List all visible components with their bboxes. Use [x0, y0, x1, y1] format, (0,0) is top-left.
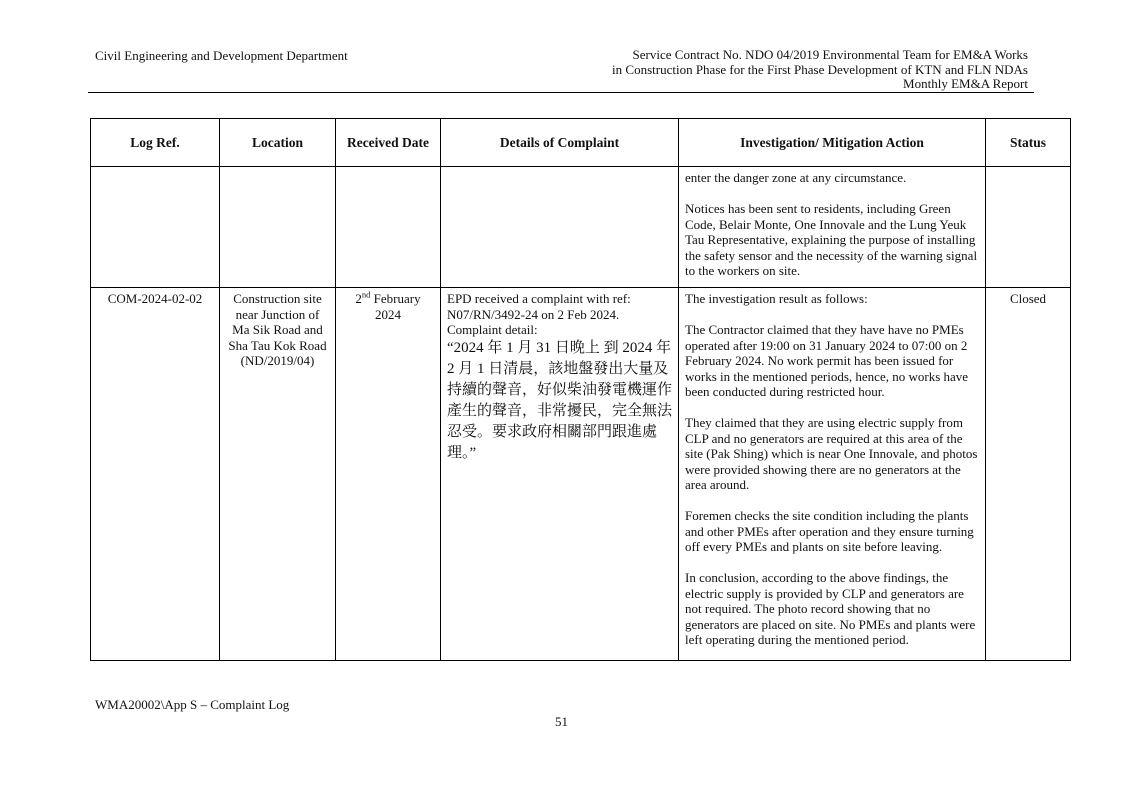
investigation-paragraph: Foremen checks the site condition including the plants and other PMEs after operation and they ensure turning off every PMEs and plants on site before leaving.	[685, 508, 974, 554]
col-header-status: Status	[986, 119, 1071, 167]
col-header-investigation: Investigation/ Mitigation Action	[679, 119, 986, 167]
construction-phase-line: in Construction Phase for the First Phase Development of KTN and FLN NDAs	[612, 61, 1028, 77]
log-ref-cell	[91, 167, 220, 288]
received-date-cell	[336, 167, 441, 288]
investigation-paragraph: The Contractor claimed that they have have no PMEs operated after 19:00 on 31 January 2024 to 07:00 on 2 February 2024. No work permit has been issued for works in the mentioned periods, hence, no works have been conducted during restricted hour.	[685, 322, 969, 399]
page-number: 51	[555, 714, 568, 729]
investigation-paragraph: The investigation result as follows:	[685, 291, 868, 306]
investigation-paragraph: In conclusion, according to the above findings, the electric supply is provided by CLP and generators are not required. The photo record showing that no generators are placed on site. No PMEs and plants were left operating during the mentioned period.	[685, 570, 976, 647]
investigation-paragraph: Notices has been sent to residents, including Green Code, Belair Monte, One Innovale and the Lung Yeuk Tau Representative, explaining the purpose of installing the safety sensor and the necessity of the warning signal to the workers on site.	[685, 201, 978, 278]
details-label: Complaint detail:	[447, 322, 538, 337]
col-header-location: Location	[220, 119, 336, 167]
location-cell: Construction site near Junction of Ma Sik Road and Sha Tau Kok Road (ND/2019/04)	[220, 288, 336, 661]
table-row-continuation	[91, 167, 1071, 288]
col-header-log-ref: Log Ref.	[91, 119, 220, 167]
received-date-day: 2	[355, 291, 362, 306]
report-name-line: Monthly EM&A Report	[903, 76, 1028, 92]
header-rule	[88, 92, 1034, 93]
department-name: Civil Engineering and Development Department	[95, 48, 348, 63]
investigation-cell	[679, 167, 986, 288]
status-cell: Closed	[986, 288, 1071, 661]
log-ref-cell: COM-2024-02-02	[91, 288, 220, 661]
details-cell	[441, 288, 679, 661]
investigation-cell	[679, 288, 986, 661]
details-intro: EPD received a complaint with ref: N07/RN/3492-24 on 2 Feb 2024.	[447, 291, 631, 322]
service-contract-line: Service Contract No. NDO 04/2019 Environmental Team for EM&A Works	[632, 47, 1028, 62]
details-cell	[441, 167, 679, 288]
col-header-received-date: Received Date	[336, 119, 441, 167]
report-title-block	[612, 48, 1028, 92]
col-header-details: Details of Complaint	[441, 119, 679, 167]
details-complaint-quote: “2024 年 1 月 31 日晚上 到 2024 年 2 月 1 日清晨，該地盤發出大量及持續的聲音，好似柴油發電機運作產生的聲音，非常擾民，完全無法忍受。要求政府相關部門跟進處理。”	[447, 339, 673, 461]
investigation-paragraph: They claimed that they are using electric supply from CLP and no generators are required at this area of the site (Pak Shing) which is near One Innovale, and photos were provided showing there are no generators at the area around.	[685, 415, 978, 492]
status-cell	[986, 167, 1071, 288]
received-date-cell	[336, 288, 441, 661]
document-reference: WMA20002\App S – Complaint Log	[95, 697, 290, 712]
received-date-ordinal: nd	[361, 289, 371, 300]
table-header-row	[91, 119, 1071, 167]
received-date-rest: February 2024	[370, 291, 421, 322]
table-row-com-2024-02-02	[91, 288, 1071, 661]
complaint-log-table	[90, 118, 1071, 661]
location-cell	[220, 167, 336, 288]
investigation-paragraph: enter the danger zone at any circumstance.	[685, 170, 907, 185]
